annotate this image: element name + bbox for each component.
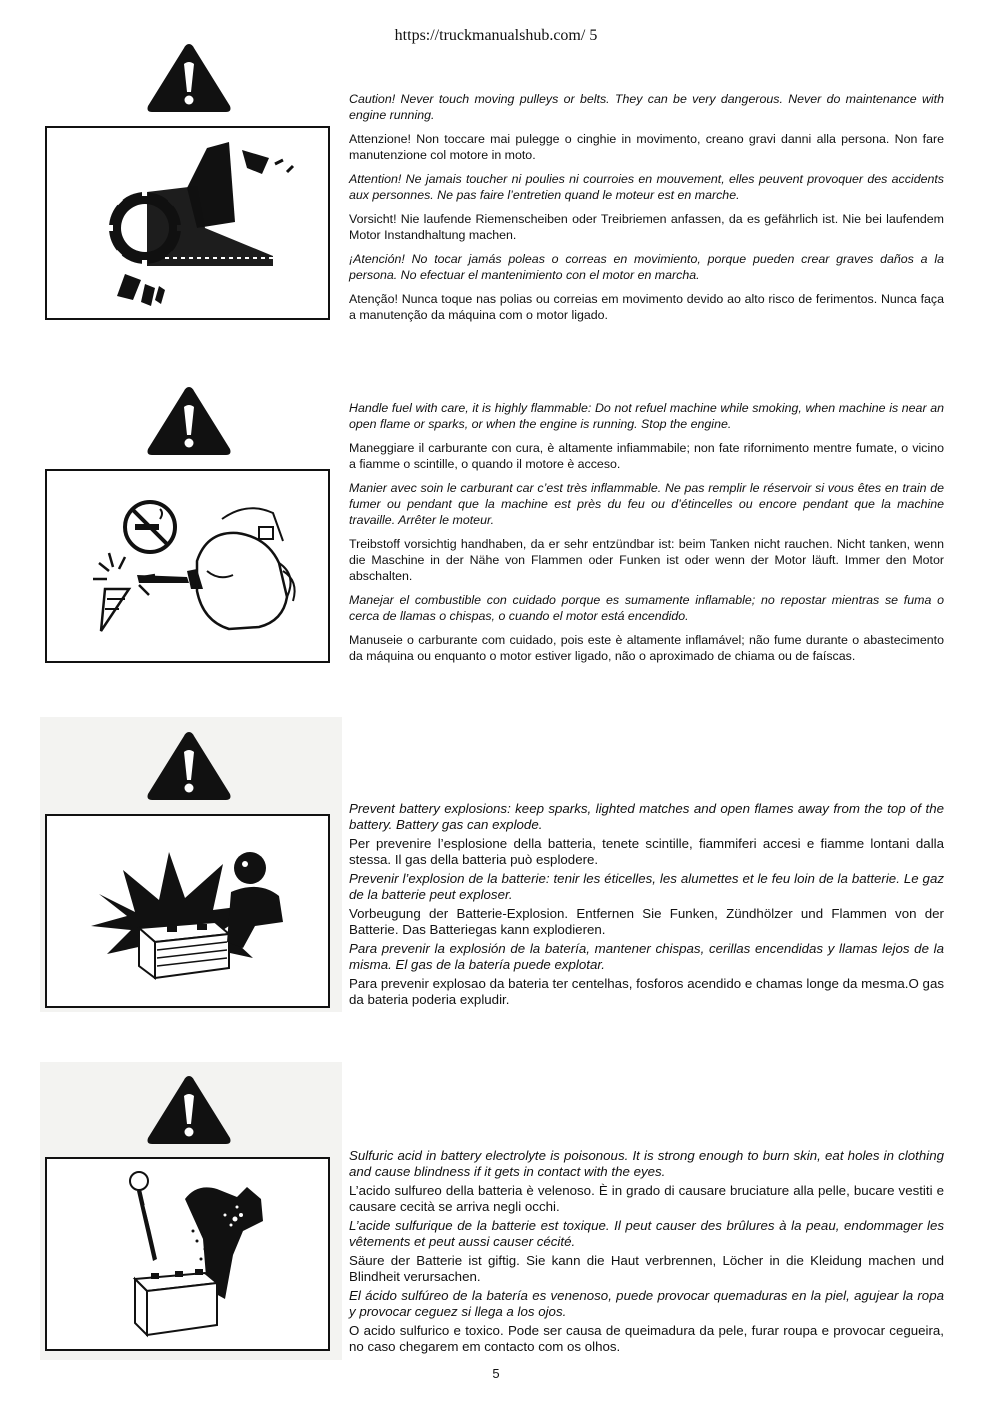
acid-warning-es: El ácido sulfúreo de la batería es venenoso, puede provocar quemaduras en la piel, agujear la ropa y provocar ceguez si llega a los ojos. [349, 1288, 944, 1319]
warning-triangle-icon [145, 42, 233, 114]
fuel-warning-pt: Manuseie o carburante com cuidado, pois este è altamente inflamável; não fume durante o abastecimento da máquina ou enquanto o motor estiver ligado, não o aproximado de chiama ou de faíscas. [349, 633, 944, 663]
pulley-warning-en: Caution! Never touch moving pulleys or belts. They can be very dangerous. Never do maintenance with engine running. [349, 92, 944, 122]
acid-warning-de: Säure der Batterie ist giftig. Sie kann die Haut verbrennen, Löcher in die Kleidung machen und Blindheit verursachen. [349, 1253, 944, 1284]
battery-explosion-illustration [45, 814, 330, 1008]
acid-warning-pt: O acido sulfurico e toxico. Pode ser causa de queimadura da pele, furar roupa e provocar cegueira, no caso chegarem em contacto com os olhos. [349, 1323, 944, 1354]
pulley-warning-pt: Atenção! Nunca toque nas polias ou correias em movimento devido ao alto risco de ferimentos. Nunca faça a manutenção da máquina com o motor ligado. [349, 292, 944, 322]
battery-explosion-pt: Para prevenir explosao da bateria ter centelhas, fosforos acendido e chamas longe da mesma.O gas da bateria poderia expludir. [349, 976, 944, 1007]
pulley-warning-es: ¡Atención! No tocar jamás poleas o correas en movimiento, porque pueden crear graves daños a la persona. No efectuar el mantenimiento con el motor en marcha. [349, 252, 944, 282]
fuel-warning-it: Maneggiare il carburante con cura, è altamente infiammabile; non fate rifornimento mentre fumate, o vicino a fiamme o scintille, o quando il motore è acceso. [349, 441, 944, 471]
battery-explosion-it: Per prevenire l’esplosione della batteria, tenete scintille, fiammiferi accesi e fiamme lontani dalla stessa. Il gas della batteria può esplodere. [349, 836, 944, 867]
pulley-warning-it: Attenzione! Non toccare mai pulegge o cinghie in movimento, creano gravi danni alla persona. Non fare manutenzione col motore in moto. [349, 132, 944, 162]
fuel-warning-text [349, 400, 944, 672]
page-header-url: https://truckmanualshub.com/ 5 [394, 27, 598, 44]
pulley-warning-de: Vorsicht! Nie laufende Riemenscheiben oder Treibriemen anfassen, da es gefährlich ist. Nie bei laufendem Motor Instandhaltung machen. [349, 212, 944, 242]
fuel-warning-en: Handle fuel with care, it is highly flammable: Do not refuel machine while smoking, when machine is near an open flame or sparks, or when the engine is running. Stop the engine. [349, 401, 944, 431]
acid-warning-en: Sulfuric acid in battery electrolyte is poisonous. It is strong enough to burn skin, eat holes in clothing and cause blindness if it gets in contact with the eyes. [349, 1148, 944, 1179]
battery-acid-illustration [45, 1157, 330, 1351]
acid-warning-it: L’acido sulfureo della batteria è velenoso. È in grado di causare bruciature alla pelle, bucare vestiti e causare cecità se arriva negli occhi. [349, 1183, 944, 1214]
warning-triangle-icon [145, 730, 233, 802]
warning-triangle-icon [145, 385, 233, 457]
warning-triangle-icon [145, 1074, 233, 1146]
pulley-warning-fr: Attention! Ne jamais toucher ni poulies ni courroies en mouvement, elles peuvent provoquer des accidents aux personnes. Ne pas faire l’entretien quand le moteur est en marche. [349, 172, 944, 202]
acid-warning-text [349, 1148, 944, 1358]
battery-explosion-es: Para prevenir la explosión de la batería, mantener chispas, cerillas encendidas y llamas lejos de la misma. El gas de la batería puede explotar. [349, 941, 944, 972]
acid-warning-fr: L’acide sulfurique de la batterie est toxique. Il peut causer des brûlures à la peau, endommager les vêtements et peut aussi causer cécité. [349, 1218, 944, 1249]
fuel-hazard-illustration [45, 469, 330, 663]
page-number: 5 [492, 1366, 500, 1381]
fuel-warning-fr: Manier avec soin le carburant car c’est très inflammable. Ne pas remplir le réservoir si vous êtes en train de fumer ou pendant que la machine est près du feu ou d’étincelles ou encore pendant que la machine travaille. Arrêter le moteur. [349, 481, 944, 527]
pulley-warning-text [349, 91, 944, 331]
pulley-hazard-illustration [45, 126, 330, 320]
battery-explosion-de: Vorbeugung der Batterie-Explosion. Entfernen Sie Funken, Zündhölzer und Flammen von der Batterie. Das Batteriegas kann explodieren. [349, 906, 944, 937]
battery-explosion-warning-text [349, 801, 944, 1011]
fuel-warning-de: Treibstoff vorsichtig handhaben, da er sehr entzündbar ist: beim Tanken nicht rauchen. Nicht tanken, wenn die Maschine in der Nähe von Flammen oder Funken ist oder wenn der Motor läuft. Immer den Motor abschalten. [349, 537, 944, 583]
fuel-warning-es: Manejar el combustible con cuidado porque es sumamente inflamable; no repostar mientras se fuma o cerca de llamas o chispas, o cuando el motor está encendido. [349, 593, 944, 623]
battery-explosion-en: Prevent battery explosions: keep sparks, lighted matches and open flames away from the top of the battery. Battery gas can explode. [349, 801, 944, 832]
battery-explosion-fr: Prevenir l’explosion de la batterie: tenir les éticelles, les alumettes et le feu loin de la batterie. Le gaz de la batterie peut exploser. [349, 871, 944, 902]
